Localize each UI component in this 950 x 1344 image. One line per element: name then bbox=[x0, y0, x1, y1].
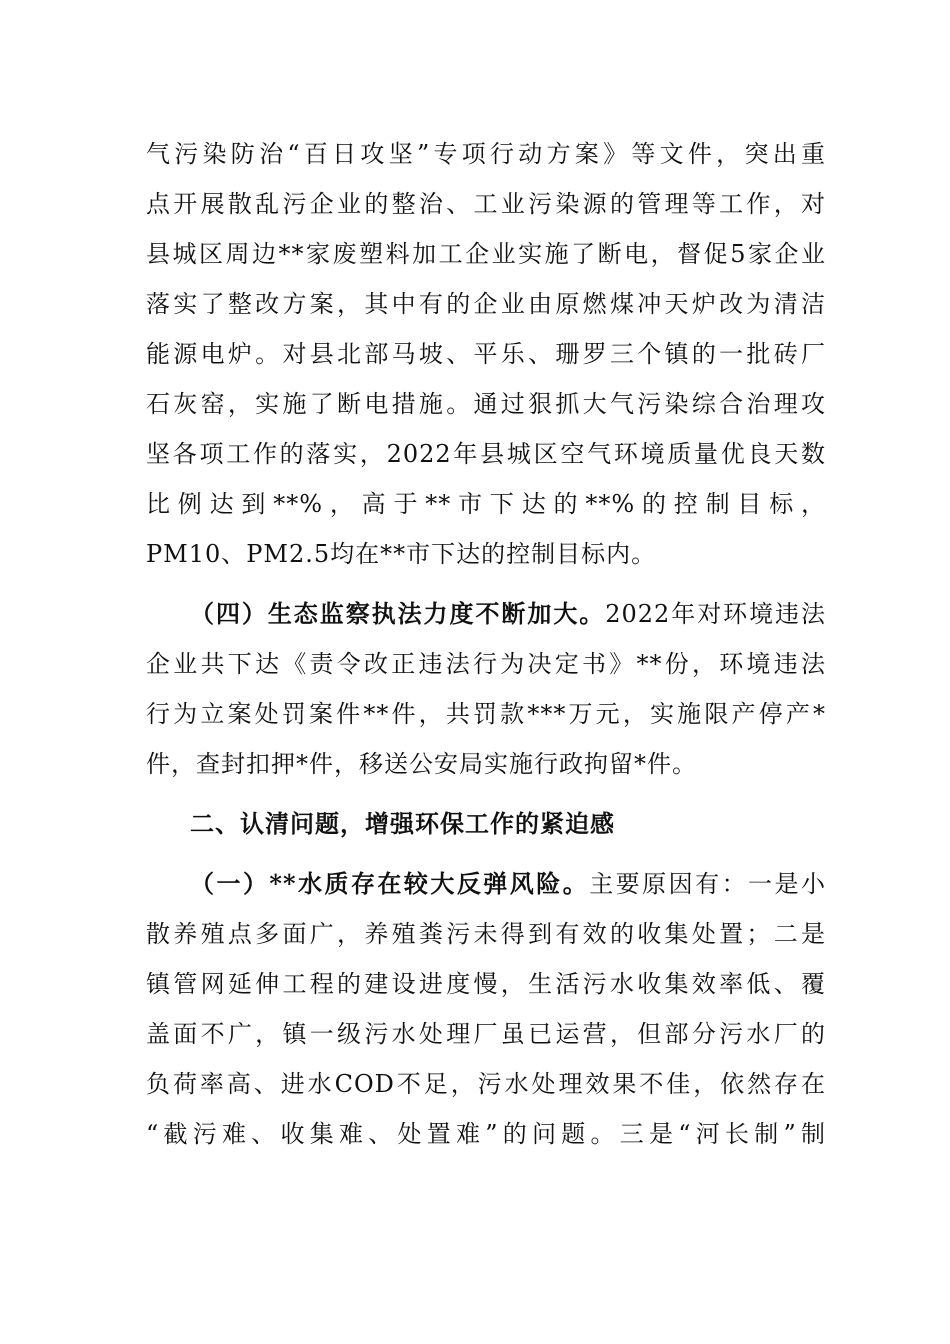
paragraph-line: 县城区周边**家废塑料加工企业实施了断电，督促5家企业 bbox=[146, 240, 826, 268]
part-two-heading: 二、认清问题，增强环保工作的紧迫感 bbox=[190, 809, 615, 838]
paragraph-line: 盖面不广，镇一级污水处理厂虽已运营，但部分污水厂的 bbox=[146, 1020, 826, 1048]
paragraph-line: 行为立案处罚案件**件，共罚款***万元，实施限产停产* bbox=[146, 700, 826, 728]
paragraph-line: 落实了整改方案，其中有的企业由原燃煤冲天炉改为清洁 bbox=[146, 290, 826, 318]
paragraph-line: “截污难、收集难、处置难”的问题。三是“河长制”制 bbox=[146, 1120, 826, 1148]
paragraph-line: 比例达到**%，高于**市下达的**%的控制目标， bbox=[146, 490, 826, 518]
paragraph-line: 能源电炉。对县北部马坡、平乐、珊罗三个镇的一批砖厂 bbox=[146, 340, 826, 368]
section-four-heading: （四）生态监察执法力度不断加大。 bbox=[190, 599, 606, 628]
paragraph-line: 气污染防治“百日攻坚”专项行动方案》等文件，突出重 bbox=[146, 140, 826, 168]
paragraph-line: 件，查封扣押*件，移送公安局实施行政拘留*件。 bbox=[146, 750, 697, 778]
paragraph-line: 企业共下达《责令改正违法行为决定书》**份，环境违法 bbox=[146, 650, 826, 678]
paragraph-line: 点开展散乱污企业的整治、工业污染源的管理等工作，对 bbox=[146, 190, 826, 218]
paragraph-line: PM10、PM2.5均在**市下达的控制目标内。 bbox=[146, 540, 657, 568]
paragraph-line: 石灰窑，实施了断电措施。通过狠抓大气污染综合治理攻 bbox=[146, 390, 826, 418]
paragraph-line: 坚各项工作的落实，2022年县城区空气环境质量优良天数 bbox=[146, 440, 826, 468]
section-four-first-line bbox=[190, 594, 826, 634]
paragraph-line: 镇管网延伸工程的建设进度慢，生活污水收集效率低、覆 bbox=[146, 970, 826, 998]
paragraph-line: 散养殖点多面广，养殖粪污未得到有效的收集处置；二是 bbox=[146, 920, 826, 948]
paragraph-line: 负荷率高、进水COD不足，污水处理效果不佳，依然存在 bbox=[146, 1070, 826, 1098]
section-four-first-line-text: 2022年对环境违法 bbox=[605, 600, 827, 628]
subsection-one-first-line-text: 主要原因有：一是小 bbox=[589, 870, 826, 898]
subsection-one-first-line bbox=[190, 864, 826, 904]
subsection-one-heading: （一）**水质存在较大反弹风险。 bbox=[190, 869, 590, 898]
